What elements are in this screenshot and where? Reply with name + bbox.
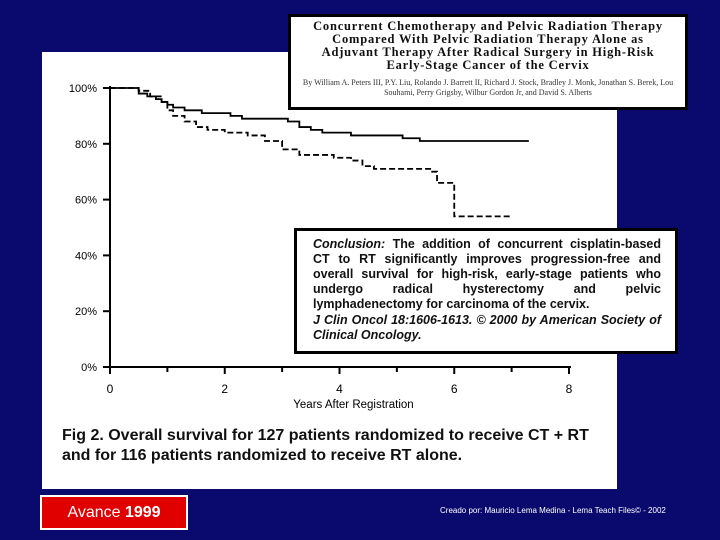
y-tick-label: 60% [74,194,97,207]
x-tick-label: 4 [336,382,343,396]
article-authors: By William A. Peters III, P.Y. Liu, Rolando J. Barrett II, Richard J. Stock, Bradley J. Monk, Jonathan S. Berek, Lou Souhami, Perry Grigsby, Wilbur Gordon Jr, and David S. Alberts [302,78,674,97]
conclusion-lead: Conclusion: [313,237,386,251]
author-credit: Creado por: Mauricio Lema Medina - Lema Teach Files© - 2002 [440,506,666,515]
y-tick-label: 100% [68,83,97,95]
x-tick-label: 8 [565,382,573,396]
y-tick-label: 0% [81,362,97,374]
figure-caption: Fig 2. Overall survival for 127 patients randomized to receive CT + RT and for 116 patients randomized to receive RT alone. [62,427,589,464]
x-tick-label: 0 [106,382,114,396]
badge-year: 1999 [124,504,161,521]
article-title: Concurrent Chemotherapy and Pelvic Radiation Therapy Compared With Pelvic Radiation Therapy Alone as Adjuvant Therapy After Radical Surgery in High-Risk Early-Stage Cancer of the Cervix [313,19,663,72]
x-axis-label: Years After Registration [293,399,414,411]
y-tick-label: 20% [74,306,97,319]
y-tick-label: 40% [74,250,97,263]
article-title-box [288,14,688,110]
conclusion-citation: J Clin Oncol 18:1606-1613. © 2000 by American Society of Clinical Oncology. [313,313,661,342]
conclusion-text: The addition of concurrent cisplatin-based CT to RT significantly improves progression-free and overall survival for high-risk, early-stage patients who undergo radical hysterectomy and pelvic lymphadenectomy for carcinoma of the cervix. [313,237,661,311]
y-tick-label: 80% [74,138,97,151]
badge-label: Avance [67,504,121,521]
conclusion-box [294,228,678,354]
x-tick-label: 2 [221,382,229,396]
avance-badge [40,495,188,530]
x-tick-label: 6 [450,382,458,396]
